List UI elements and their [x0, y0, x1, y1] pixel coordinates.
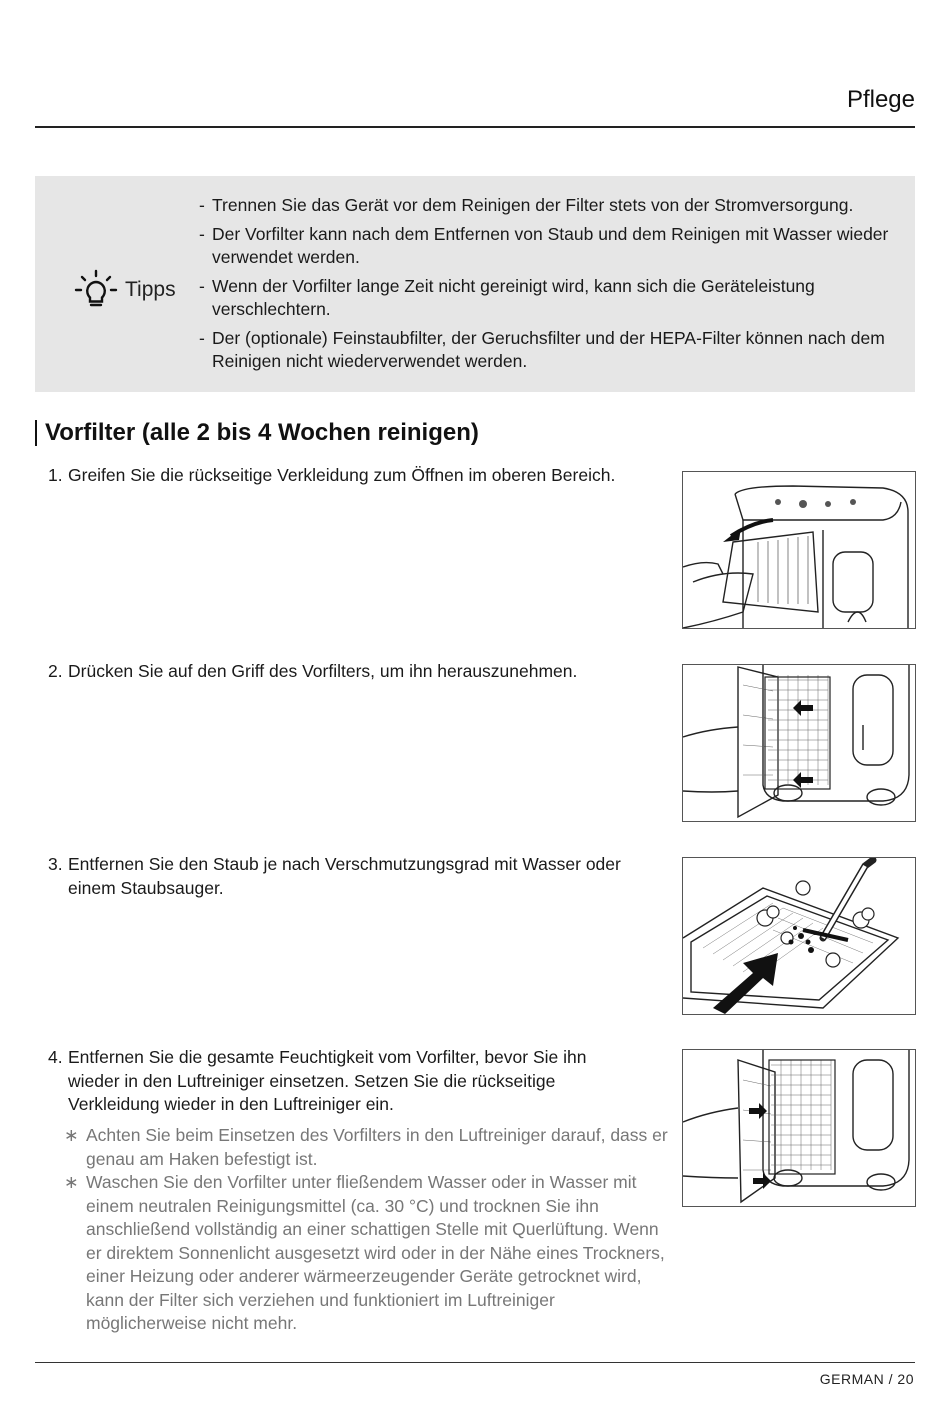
step-1: [48, 464, 668, 488]
note-text: Achten Sie beim Einsetzen des Vorfilters in den Luftreiniger darauf, dass er genau am Haken befestigt ist.: [86, 1125, 668, 1169]
step-2: [48, 660, 668, 684]
step-text: Entfernen Sie die gesamte Feuchtigkeit vom Vorfilter, bevor Sie ihn wieder in den Luftreiniger einsetzen. Setzen Sie die rückseitige Verkleidung wieder in den Luftreiniger ein.: [68, 1047, 587, 1114]
header-divider: [35, 126, 915, 128]
note-item: [64, 1124, 674, 1171]
step-number: 4.: [48, 1047, 63, 1067]
tips-list: [199, 194, 904, 379]
asterisk-icon: ∗: [64, 1125, 79, 1145]
tip-item: - Wenn der Vorfilter lange Zeit nicht gereinigt wird, kann sich die Geräteleistung verschlechtern.: [199, 275, 904, 322]
section-heading: Vorfilter (alle 2 bis 4 Wochen reinigen): [35, 420, 479, 446]
note-item: [64, 1171, 674, 1336]
footer-divider: [35, 1362, 915, 1363]
tip-item: - Trennen Sie das Gerät vor dem Reinigen der Filter stets von der Stromversorgung.: [199, 194, 904, 218]
tips-box: [35, 176, 915, 392]
tip-item: - Der (optionale) Feinstaubfilter, der Geruchsfilter und der HEPA-Filter können nach dem Reinigen nicht wiederverwendet werden.: [199, 327, 904, 374]
asterisk-icon: ∗: [64, 1172, 79, 1192]
step-number: 3.: [48, 854, 63, 874]
step-text: Greifen Sie die rückseitige Verkleidung zum Öffnen im oberen Bereich.: [68, 465, 616, 485]
step-4: [48, 1046, 633, 1117]
step-text: Entfernen Sie den Staub je nach Verschmutzungsgrad mit Wasser oder einem Staubsauger.: [68, 854, 621, 898]
step-number: 1.: [48, 465, 63, 485]
step-text: Drücken Sie auf den Griff des Vorfilters, um ihn herauszunehmen.: [68, 661, 578, 681]
page-footer: GERMAN / 20: [819, 1371, 914, 1387]
illustration-open-rear-cover: [682, 471, 916, 629]
notes-list: [64, 1124, 674, 1336]
tip-item: - Der Vorfilter kann nach dem Entfernen von Staub und dem Reinigen mit Wasser wieder verwendet werden.: [199, 223, 904, 270]
page-title: Pflege: [846, 86, 915, 113]
illustration-vacuum-filter: [682, 857, 916, 1015]
note-text: Waschen Sie den Vorfilter unter fließendem Wasser oder in Wasser mit einem neutralen Reinigungsmittel (ca. 30 °C) und trocknen Sie ihn anschließend vollständig an einer schattigen Stelle mit Querlüftung. Wenn er direktem Sonnenlicht ausgesetzt wird oder in der Nähe eines Trockners, einer Heizung oder anderer wärmeerzeugender Geräte getrocknet wird, kann der Filter sich verziehen und funktioniert im Luftreiniger möglicherweise nicht mehr.: [86, 1172, 665, 1333]
illustration-reinsert-prefilter: [682, 1049, 916, 1207]
step-number: 2.: [48, 661, 63, 681]
tips-label: Tipps: [125, 278, 176, 301]
lightbulb-icon: [73, 268, 119, 314]
step-3: [48, 853, 668, 900]
illustration-remove-prefilter: [682, 664, 916, 822]
